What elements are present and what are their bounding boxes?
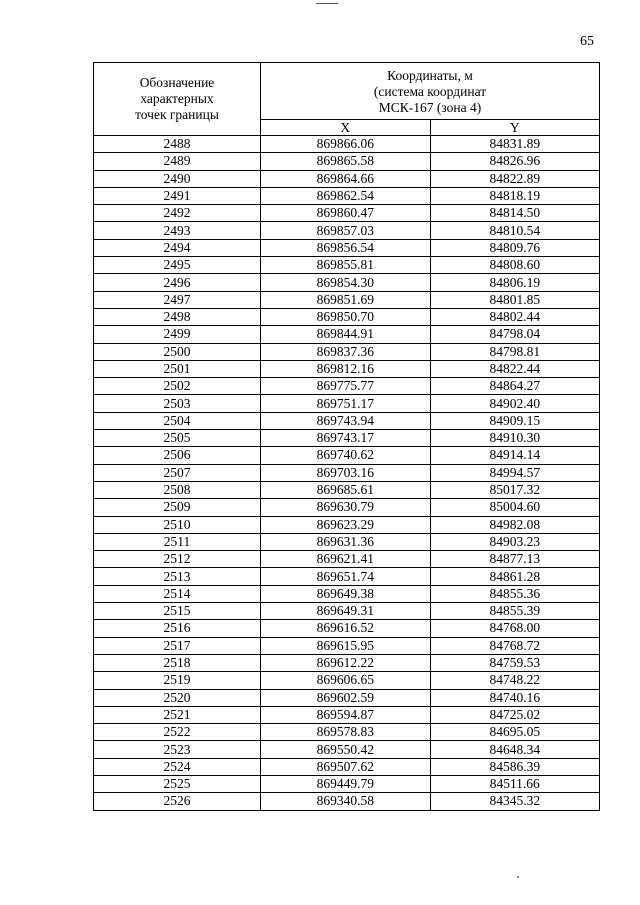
cell-point-id: 2489 (94, 153, 261, 170)
cell-y: 84725.02 (430, 706, 600, 723)
cell-point-id: 2508 (94, 481, 261, 498)
table-row (94, 257, 600, 274)
cell-x: 869649.31 (261, 603, 431, 620)
cell-x: 869594.87 (261, 706, 431, 723)
table-row (94, 464, 600, 481)
table-row (94, 516, 600, 533)
cell-x: 869602.59 (261, 689, 431, 706)
coordinates-table (93, 62, 600, 811)
cell-y: 84831.89 (430, 136, 600, 153)
cell-x: 869855.81 (261, 257, 431, 274)
cell-x: 869616.52 (261, 620, 431, 637)
cell-y: 84910.30 (430, 430, 600, 447)
scan-speck (517, 876, 519, 878)
table-row (94, 793, 600, 810)
cell-x: 869507.62 (261, 758, 431, 775)
cell-point-id: 2516 (94, 620, 261, 637)
table-row (94, 499, 600, 516)
table-body (94, 136, 600, 811)
cell-x: 869621.41 (261, 551, 431, 568)
cell-y: 84586.39 (430, 758, 600, 775)
cell-x: 869685.61 (261, 481, 431, 498)
table-row (94, 620, 600, 637)
table-row (94, 360, 600, 377)
table-row (94, 153, 600, 170)
header-x: X (261, 120, 431, 136)
table-row (94, 378, 600, 395)
cell-y: 84903.23 (430, 533, 600, 550)
cell-point-id: 2504 (94, 412, 261, 429)
table-row (94, 308, 600, 325)
table-row (94, 672, 600, 689)
header-coords-line: (система координат (373, 84, 487, 99)
table-row (94, 481, 600, 498)
cell-x: 869844.91 (261, 326, 431, 343)
cell-x: 869649.38 (261, 585, 431, 602)
table-row (94, 291, 600, 308)
table-row (94, 395, 600, 412)
header-point-line: Обозначение (139, 75, 215, 90)
cell-y: 84695.05 (430, 724, 600, 741)
cell-y: 84818.19 (430, 187, 600, 204)
table-row (94, 239, 600, 256)
header-point-line: характерных (140, 91, 214, 106)
cell-x: 869651.74 (261, 568, 431, 585)
cell-y: 85017.32 (430, 481, 600, 498)
table-row (94, 447, 600, 464)
cell-y: 84909.15 (430, 412, 600, 429)
cell-y: 84748.22 (430, 672, 600, 689)
cell-y: 84864.27 (430, 378, 600, 395)
cell-x: 869775.77 (261, 378, 431, 395)
cell-y: 84855.36 (430, 585, 600, 602)
cell-x: 869623.29 (261, 516, 431, 533)
cell-x: 869862.54 (261, 187, 431, 204)
table-row (94, 136, 600, 153)
table-row (94, 758, 600, 775)
cell-x: 869751.17 (261, 395, 431, 412)
cell-point-id: 2490 (94, 170, 261, 187)
table-row (94, 533, 600, 550)
cell-x: 869606.65 (261, 672, 431, 689)
table-row (94, 775, 600, 792)
cell-point-id: 2517 (94, 637, 261, 654)
cell-y: 84861.28 (430, 568, 600, 585)
cell-point-id: 2519 (94, 672, 261, 689)
cell-point-id: 2515 (94, 603, 261, 620)
table-row (94, 222, 600, 239)
table-row (94, 741, 600, 758)
cell-point-id: 2505 (94, 430, 261, 447)
cell-point-id: 2501 (94, 360, 261, 377)
cell-point-id: 2514 (94, 585, 261, 602)
cell-point-id: 2512 (94, 551, 261, 568)
header-point-line: точек границы (135, 107, 219, 122)
cell-x: 869854.30 (261, 274, 431, 291)
cell-y: 84902.40 (430, 395, 600, 412)
cell-y: 84822.44 (430, 360, 600, 377)
top-divider-mark (316, 3, 338, 4)
table-row (94, 568, 600, 585)
cell-point-id: 2518 (94, 654, 261, 671)
cell-y: 84768.00 (430, 620, 600, 637)
table-row (94, 706, 600, 723)
cell-y: 84810.54 (430, 222, 600, 239)
cell-y: 84877.13 (430, 551, 600, 568)
cell-y: 84855.39 (430, 603, 600, 620)
cell-point-id: 2522 (94, 724, 261, 741)
cell-x: 869812.16 (261, 360, 431, 377)
cell-x: 869340.58 (261, 793, 431, 810)
cell-y: 84801.85 (430, 291, 600, 308)
cell-x: 869866.06 (261, 136, 431, 153)
cell-x: 869449.79 (261, 775, 431, 792)
cell-point-id: 2525 (94, 775, 261, 792)
cell-point-id: 2495 (94, 257, 261, 274)
cell-y: 84345.32 (430, 793, 600, 810)
table-row (94, 689, 600, 706)
cell-y: 84982.08 (430, 516, 600, 533)
cell-x: 869612.22 (261, 654, 431, 671)
cell-x: 869615.95 (261, 637, 431, 654)
cell-y: 84806.19 (430, 274, 600, 291)
table-row (94, 551, 600, 568)
cell-point-id: 2500 (94, 343, 261, 360)
cell-point-id: 2513 (94, 568, 261, 585)
cell-point-id: 2493 (94, 222, 261, 239)
table-row (94, 654, 600, 671)
table-row (94, 170, 600, 187)
cell-point-id: 2492 (94, 205, 261, 222)
cell-point-id: 2491 (94, 187, 261, 204)
cell-x: 869740.62 (261, 447, 431, 464)
cell-point-id: 2509 (94, 499, 261, 516)
cell-x: 869630.79 (261, 499, 431, 516)
cell-x: 869743.94 (261, 412, 431, 429)
cell-y: 84822.89 (430, 170, 600, 187)
cell-x: 869578.83 (261, 724, 431, 741)
cell-point-id: 2494 (94, 239, 261, 256)
cell-x: 869851.69 (261, 291, 431, 308)
cell-y: 84994.57 (430, 464, 600, 481)
cell-point-id: 2521 (94, 706, 261, 723)
table-row (94, 603, 600, 620)
cell-point-id: 2499 (94, 326, 261, 343)
cell-y: 85004.60 (430, 499, 600, 516)
cell-x: 869743.17 (261, 430, 431, 447)
table-row (94, 724, 600, 741)
cell-point-id: 2507 (94, 464, 261, 481)
cell-y: 84914.14 (430, 447, 600, 464)
cell-point-id: 2497 (94, 291, 261, 308)
cell-point-id: 2510 (94, 516, 261, 533)
cell-x: 869856.54 (261, 239, 431, 256)
cell-x: 869703.16 (261, 464, 431, 481)
cell-x: 869860.47 (261, 205, 431, 222)
cell-point-id: 2488 (94, 136, 261, 153)
table-header (94, 63, 600, 136)
cell-point-id: 2511 (94, 533, 261, 550)
cell-point-id: 2498 (94, 308, 261, 325)
cell-y: 84740.16 (430, 689, 600, 706)
header-row-main (94, 63, 600, 120)
header-y: Y (430, 120, 600, 136)
cell-point-id: 2503 (94, 395, 261, 412)
cell-point-id: 2496 (94, 274, 261, 291)
table-row (94, 430, 600, 447)
cell-point-id: 2502 (94, 378, 261, 395)
table-row (94, 637, 600, 654)
page-number: 65 (580, 34, 594, 49)
cell-point-id: 2523 (94, 741, 261, 758)
cell-y: 84826.96 (430, 153, 600, 170)
table-row (94, 343, 600, 360)
header-coordinates (261, 63, 600, 120)
cell-y: 84759.53 (430, 654, 600, 671)
table-row (94, 585, 600, 602)
header-coords-line: МСК-167 (зона 4) (378, 100, 482, 115)
cell-y: 84814.50 (430, 205, 600, 222)
table-row (94, 412, 600, 429)
cell-x: 869865.58 (261, 153, 431, 170)
table-row (94, 326, 600, 343)
cell-x: 869850.70 (261, 308, 431, 325)
cell-point-id: 2524 (94, 758, 261, 775)
cell-y: 84798.04 (430, 326, 600, 343)
cell-x: 869550.42 (261, 741, 431, 758)
cell-y: 84511.66 (430, 775, 600, 792)
cell-x: 869857.03 (261, 222, 431, 239)
cell-point-id: 2526 (94, 793, 261, 810)
table-row (94, 205, 600, 222)
cell-y: 84768.72 (430, 637, 600, 654)
cell-y: 84802.44 (430, 308, 600, 325)
table-row (94, 187, 600, 204)
header-coords-line: Координаты, м (387, 68, 473, 83)
cell-point-id: 2506 (94, 447, 261, 464)
cell-x: 869837.36 (261, 343, 431, 360)
cell-y: 84808.60 (430, 257, 600, 274)
cell-y: 84809.76 (430, 239, 600, 256)
cell-y: 84798.81 (430, 343, 600, 360)
cell-y: 84648.34 (430, 741, 600, 758)
cell-x: 869631.36 (261, 533, 431, 550)
header-point-designation (94, 63, 261, 136)
cell-x: 869864.66 (261, 170, 431, 187)
cell-point-id: 2520 (94, 689, 261, 706)
table-row (94, 274, 600, 291)
